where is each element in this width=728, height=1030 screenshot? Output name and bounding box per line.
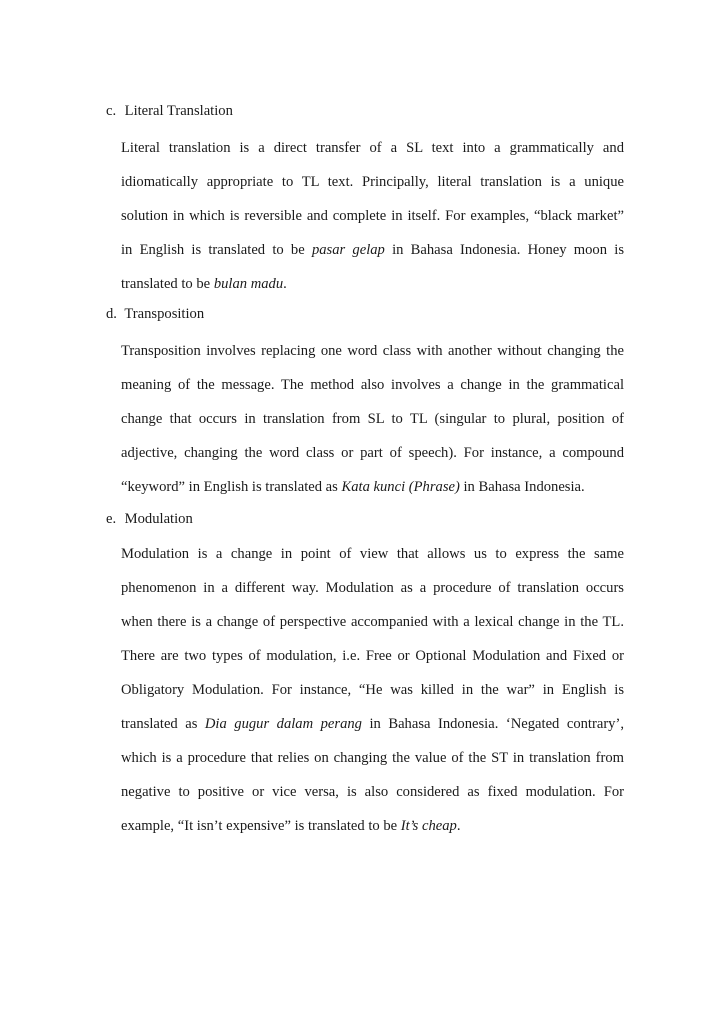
text-run: in English is translated to be bbox=[121, 242, 312, 258]
text-run: solution in which is reversible and complete in itself. For examples, “black market” bbox=[121, 208, 624, 224]
body-line bbox=[121, 545, 624, 579]
text-run: change that occurs in translation from SL to TL (singular to plural, position of bbox=[121, 411, 624, 427]
text-run: Literal translation is a direct transfer of a SL text into a grammatically and bbox=[121, 140, 624, 156]
body-line bbox=[121, 613, 624, 647]
body-line bbox=[121, 275, 624, 309]
section-title: Literal Translation bbox=[124, 103, 233, 119]
body-line bbox=[121, 715, 624, 749]
text-run: There are two types of modulation, i.e. Free or Optional Modulation and Fixed or bbox=[121, 648, 624, 664]
section-body-literal-translation bbox=[121, 139, 624, 309]
text-run: . bbox=[283, 276, 287, 292]
body-line bbox=[121, 579, 624, 613]
text-run: meaning of the message. The method also involves a change in the grammatical bbox=[121, 377, 624, 393]
text-run: when there is a change of perspective accompanied with a lexical change in the TL. bbox=[121, 614, 624, 630]
text-run: adjective, changing the word class or part of speech). For instance, a compound bbox=[121, 445, 624, 461]
body-line bbox=[121, 478, 624, 512]
body-line bbox=[121, 749, 624, 783]
italic-term: Dia gugur dalam perang bbox=[204, 716, 362, 732]
text-run: idiomatically appropriate to TL text. Principally, literal translation is a unique bbox=[121, 174, 624, 190]
body-line bbox=[121, 681, 624, 715]
section-letter: c. bbox=[106, 103, 117, 119]
body-line bbox=[121, 783, 624, 817]
body-line bbox=[121, 410, 624, 444]
section-title: Transposition bbox=[124, 306, 205, 322]
text-run: . bbox=[456, 818, 461, 834]
text-run: “keyword” in English is translated as bbox=[121, 479, 342, 495]
body-line bbox=[121, 647, 624, 681]
text-run: in Bahasa Indonesia. Honey moon is bbox=[384, 242, 624, 258]
body-line bbox=[121, 817, 624, 851]
text-run: Obligatory Modulation. For instance, “He was killed in the war” in English is bbox=[121, 682, 624, 698]
body-line bbox=[121, 444, 624, 478]
italic-term: pasar gelap bbox=[311, 242, 385, 258]
text-run: translated as bbox=[121, 716, 205, 732]
section-title: Modulation bbox=[124, 511, 193, 527]
body-line bbox=[121, 173, 624, 207]
text-run: in Bahasa Indonesia. ‘Negated contrary’, bbox=[361, 716, 624, 732]
italic-term: bulan madu bbox=[213, 276, 284, 292]
text-run: negative to positive or vice versa, is also considered as fixed modulation. For bbox=[121, 784, 624, 800]
text-run: Transposition involves replacing one word class with another without changing the bbox=[121, 343, 624, 359]
text-run: phenomenon in a different way. Modulation as a procedure of translation occurs bbox=[121, 580, 624, 596]
section-letter: d. bbox=[106, 306, 117, 322]
section-letter: e. bbox=[106, 511, 117, 527]
body-line bbox=[121, 241, 624, 275]
text-run: Modulation is a change in point of view that allows us to express the same bbox=[121, 546, 624, 562]
body-line bbox=[121, 342, 624, 376]
text-run: in Bahasa Indonesia. bbox=[459, 479, 585, 495]
section-body-transposition bbox=[121, 342, 624, 512]
section-heading-transposition bbox=[106, 306, 204, 323]
body-line bbox=[121, 207, 624, 241]
body-line bbox=[121, 139, 624, 173]
text-run: translated to be bbox=[121, 276, 214, 292]
text-run: which is a procedure that relies on changing the value of the ST in translation from bbox=[121, 750, 624, 766]
section-heading-modulation bbox=[106, 511, 193, 528]
body-line bbox=[121, 376, 624, 410]
italic-term: Kata kunci (Phrase) bbox=[341, 479, 460, 495]
text-run: example, “It isn’t expensive” is translated to be bbox=[121, 818, 401, 834]
section-body-modulation bbox=[121, 545, 624, 851]
italic-term: It’s cheap bbox=[400, 818, 457, 834]
section-heading-literal-translation bbox=[106, 103, 233, 120]
